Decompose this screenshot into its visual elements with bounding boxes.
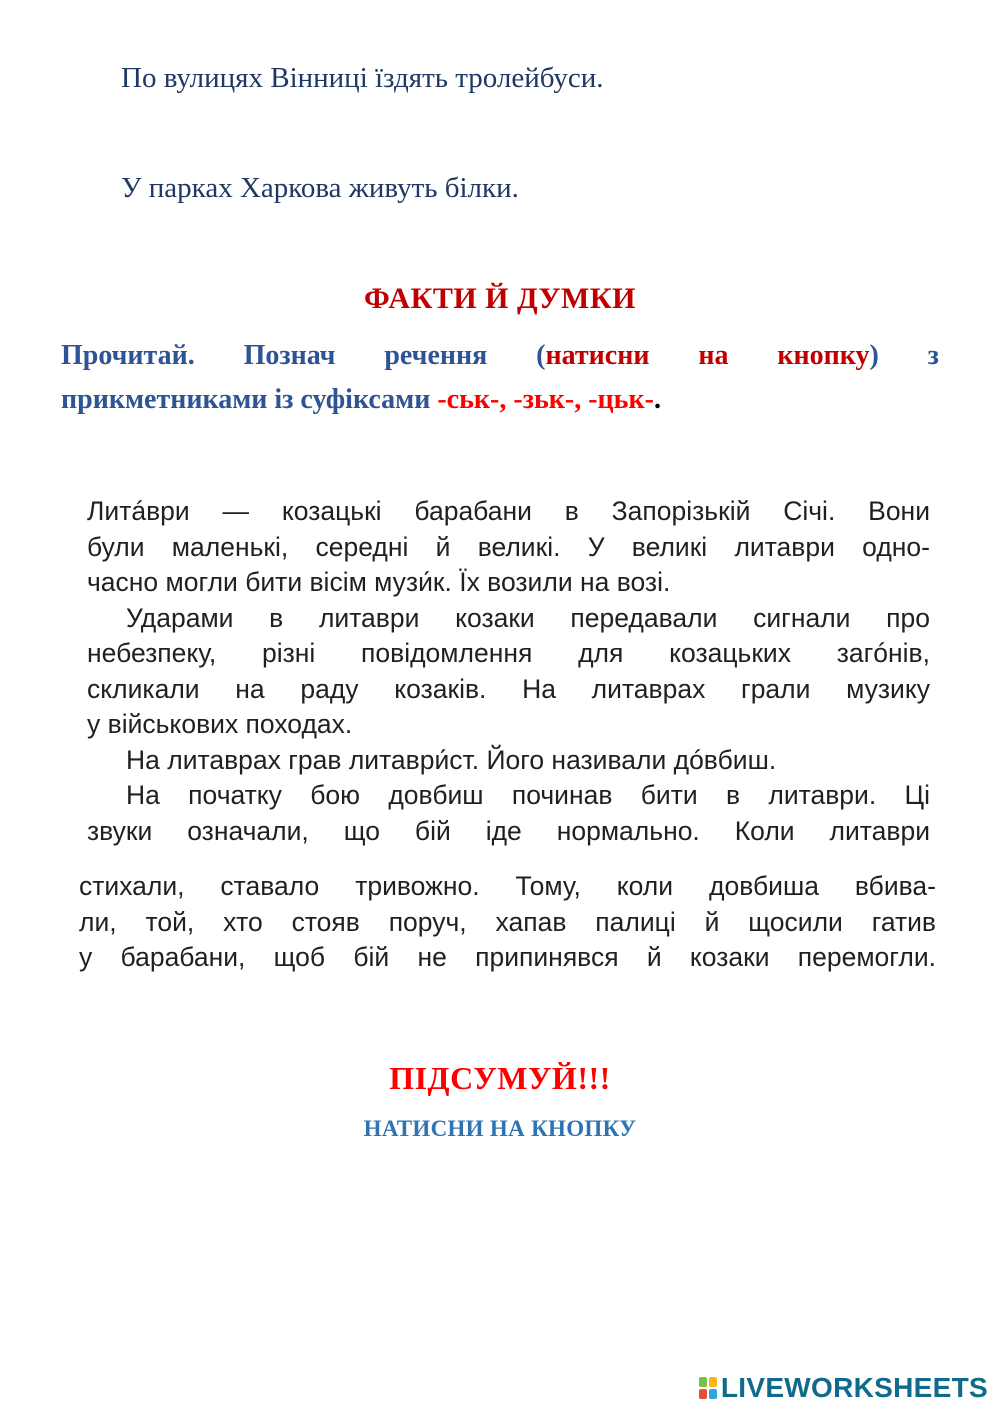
instruction-period: . — [653, 384, 661, 415]
logo-square — [699, 1377, 707, 1387]
press-button-label[interactable]: НАТИСНИ НА КНОПКУ — [363, 1116, 637, 1141]
passage-line: Ударами в литаври козаки передавали сигнали про — [126, 602, 930, 633]
instruction-word: Познач — [243, 340, 336, 371]
instruction-word: Прочитай. — [61, 340, 195, 371]
logo-text: LIVEWORKSHEETS — [720, 1372, 988, 1403]
liveworksheets-logo — [699, 1372, 988, 1404]
facts-section-title: ФАКТИ Й ДУМКИ — [364, 282, 636, 315]
passage-block-1 — [87, 494, 930, 849]
passage-line: стихали, ставало тривожно. Тому, коли довбиша вбива- — [79, 871, 936, 901]
passage-line: у військових походах. — [87, 709, 353, 739]
instruction-line-2: прикметниками із суфіксами — [61, 384, 438, 415]
passage-line: ли, той, хто стояв поруч, хапав палиці й щосили гатив — [79, 906, 936, 937]
sentence-1: По вулицях Вінниці їздять тролейбуси. — [121, 62, 604, 94]
passage-line: часно могли бити вісім музи́к. Їх возили на возі. — [87, 567, 671, 597]
passage-line: Литáври — козацькі барабани в Запорізькій Січі. Вони — [87, 496, 930, 526]
passage-line: у барабани, щоб бій не припинявся й козаки перемогли. — [79, 942, 936, 972]
press-button-word: натисни — [545, 340, 650, 371]
logo-mark-icon — [699, 1377, 717, 1399]
logo-square — [709, 1377, 717, 1387]
instruction-word: речення — [384, 340, 488, 371]
passage-line: були маленькі, середні й великі. У великі литаври одно- — [87, 531, 930, 562]
logo-square — [699, 1389, 707, 1399]
logo-square — [709, 1389, 717, 1399]
passage-line: звуки означали, що бій іде нормально. Коли литаври — [87, 815, 930, 846]
instruction-word: ) — [869, 340, 879, 371]
passage-line: На початку бою довбиш починав бити в литаври. Ці — [126, 780, 930, 810]
instruction-word: з — [927, 340, 939, 371]
summary-title: ПІДСУМУЙ!!! — [389, 1060, 611, 1096]
passage-line: На литаврах грав литаври́ст. Його називали дóвбиш. — [126, 744, 777, 775]
press-button-word: кнопку — [777, 340, 870, 371]
instruction — [61, 334, 939, 422]
instruction-word: ( — [536, 340, 546, 371]
press-button-word: на — [698, 340, 729, 371]
sentence-2: У парках Харкова живуть білки. — [121, 172, 519, 204]
passage-block-2 — [79, 869, 936, 976]
passage-line: небезпеку, різні повідомлення для козацьких загóнів, — [87, 638, 930, 668]
suffix-list: -ськ-, -зьк-, -цьк- — [437, 384, 654, 415]
passage-line: скликали на раду козаків. На литаврах грали музику — [87, 673, 930, 704]
